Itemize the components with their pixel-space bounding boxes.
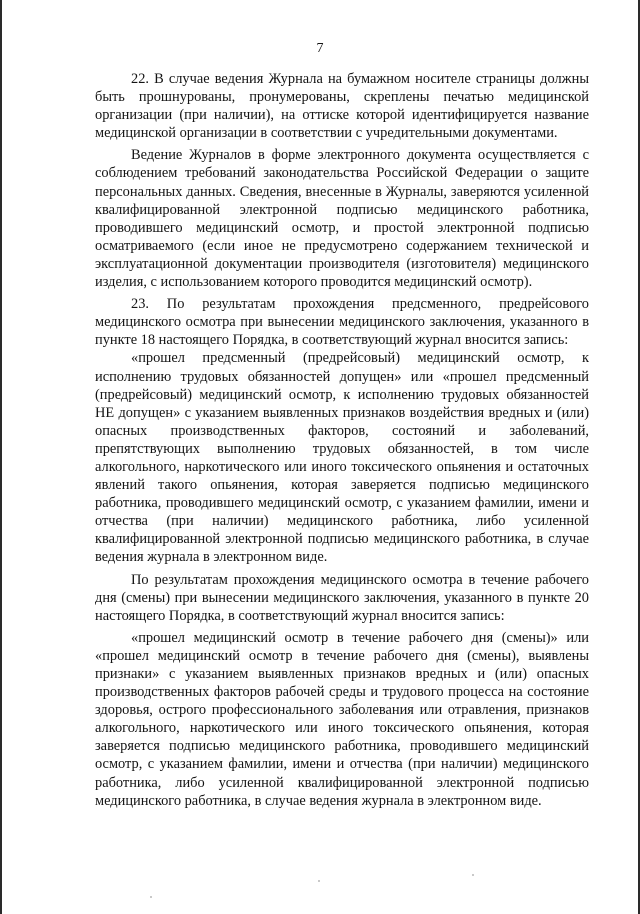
document-body bbox=[95, 70, 589, 810]
paragraph-23: 23. По результатам прохождения предсменного, предрейсового медицинского осмотра при вынесении медицинского заключения, указанного в пункте 18 настоящего Порядка, в соответствующий журнал вносится запись: bbox=[95, 296, 589, 349]
paragraph-22: 22. В случае ведения Журнала на бумажном носителе страницы должны быть прошнурованы, пронумерованы, скреплены печатью медицинской организации (при наличии), на оттиске которой идентифицируется название медицинской организации в соответствии с учредительными документами. bbox=[95, 71, 589, 142]
paragraph-electronic-journals: Ведение Журналов в форме электронного документа осуществляется с соблюдением требований законодательства Российской Федерации о защите персональных данных. Сведения, внесенные в Журналы, заверяются усиленной квалифицированной электронной подписью медицинского работника, проводившего медицинский осмотр, и простой электронной подписью осматриваемого (если иное не предусмотрено содержанием технической и эксплуатационной документации производителя (изготовителя) медицинского изделия, с использованием которого проводится медицинский осмотр). bbox=[95, 147, 589, 291]
scan-edge-left bbox=[0, 0, 2, 914]
paragraph-pre-shift-record: «прошел предсменный (предрейсовый) медицинский осмотр, к исполнению трудовых обязанностей допущен» или «прошел предсменный (предрейсовый) медицинский осмотр, к исполнению трудовых обязанностей НЕ допущен» с указанием выявленных признаков воздействия вредных и (или) опасных производственных факторов, состояний и заболеваний, препятствующих выполнению трудовых обязанностей, в том числе алкогольного, наркотического или иного токсического опьянения и остаточных явлений такого опьянения, которая заверяется подписью медицинского работника, проводившего медицинский осмотр, с указанием фамилии, имени и отчества (при наличии) медицинского работника, либо усиленной квалифицированной электронной подписью медицинского работника, в случае ведения журнала в электронном виде. bbox=[95, 350, 589, 566]
paragraph-workday-exam: По результатам прохождения медицинского осмотра в течение рабочего дня (смены) при вынесении медицинского заключения, указанного в пункте 20 настоящего Порядка, в соответствующий журнал вносится запись: bbox=[95, 571, 589, 624]
scan-speck bbox=[318, 880, 320, 882]
page-number: 7 bbox=[316, 41, 324, 56]
paragraph-workday-record: «прошел медицинский осмотр в течение рабочего дня (смены)» или «прошел медицинский осмотр в течение рабочего дня (смены), выявлены признаки» с указанием выявленных признаков вредных и (или) опасных производственных факторов рабочей среды и трудового процесса на состояние здоровья, острого профессионального заболевания или отравления, признаков алкогольного, наркотического или иного токсического опьянения, которая заверяется подписью медицинского работника, проводившего медицинский осмотр, с указанием фамилии, имени и отчества (при наличии) медицинского работника, либо усиленной квалифицированной электронной подписью медицинского работника, в случае ведения журнала в электронном виде. bbox=[95, 629, 589, 809]
scan-speck bbox=[472, 874, 474, 876]
scan-speck bbox=[150, 896, 152, 898]
